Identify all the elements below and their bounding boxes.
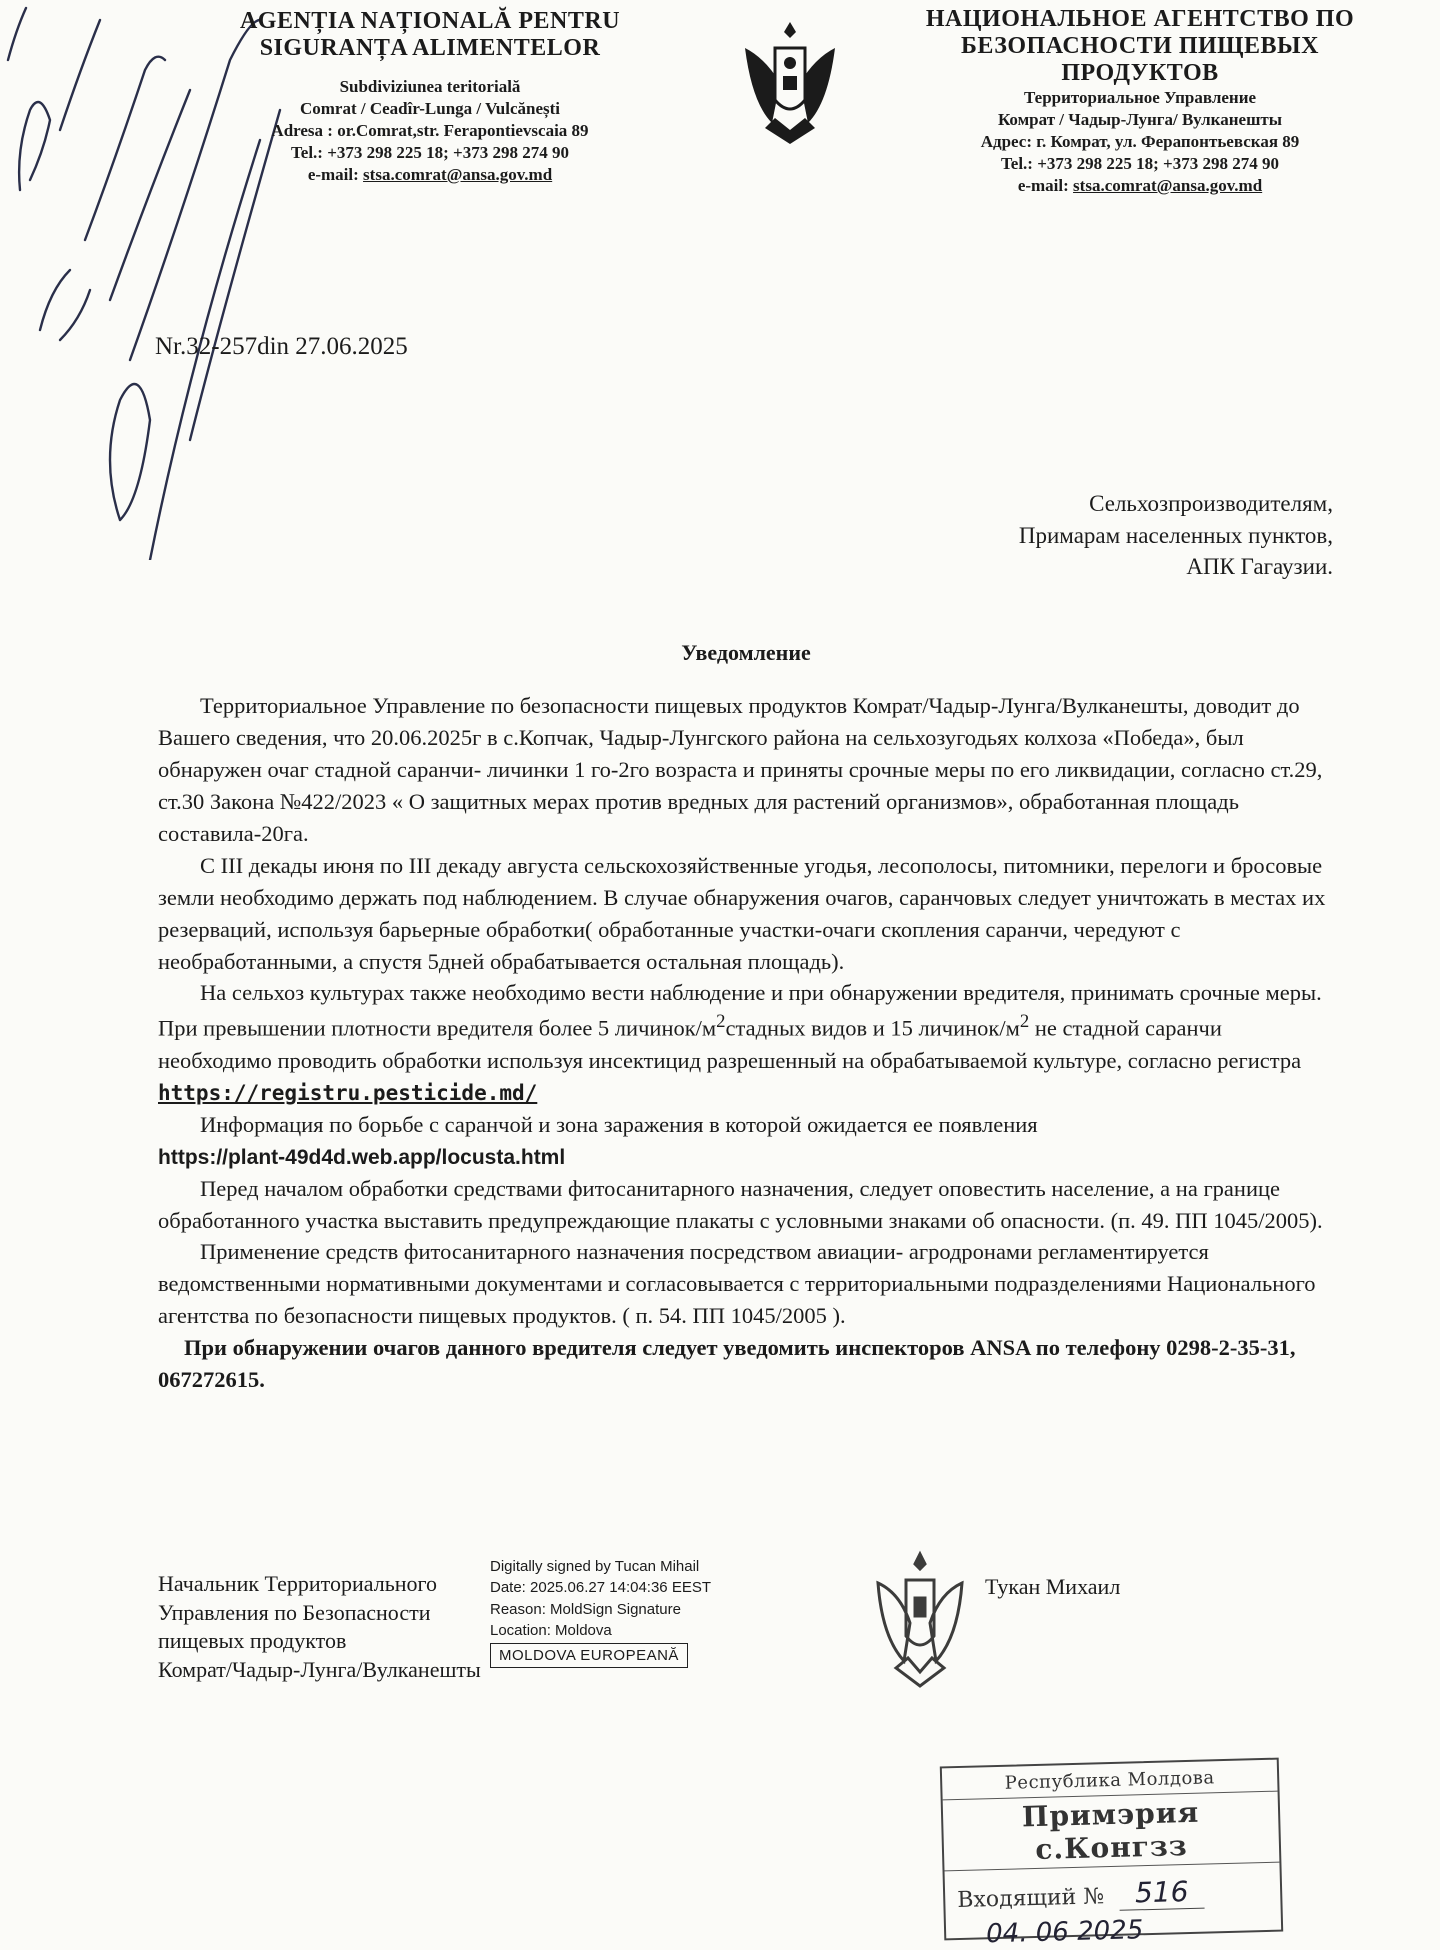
stamp-incoming-label: Входящий №	[956, 1884, 1105, 1914]
paragraph-5: Перед началом обработки средствами фитосанитарного назначения, следует оповестить население, а на границе обработанного участка выставить предупреждающие плакаты с условными знаками об опасности. (п. 49. ПП 1045/2005).	[158, 1175, 1323, 1233]
subdivision-ro: Subdiviziunea teritorială	[339, 76, 521, 96]
paragraph-4: Информация по борьбе с саранчой и зона заражения в которой ожидается ее появления	[200, 1111, 1038, 1137]
link-row-1	[158, 1077, 1338, 1109]
coat-of-arms-icon	[735, 18, 845, 148]
addressees	[1019, 488, 1333, 583]
email-row-ro	[200, 164, 660, 186]
stamp-country: Республика Молдова	[1004, 1767, 1215, 1794]
moldova-europeana-badge: MOLDOVA EUROPEANĂ	[490, 1643, 688, 1668]
addressee-line2: Примарам населенных пунктов,	[1018, 522, 1333, 548]
email-label-ro: e-mail:	[307, 165, 359, 185]
link-row-2	[158, 1141, 1338, 1173]
paragraph-3-part-a: На сельхоз культурах также необходимо вести наблюдение и при обнаружении вредителя, принимать срочные меры. При превышении плотности вредителя более 5 личинок/м	[158, 980, 1322, 1041]
signature-coat-of-arms-icon	[870, 1548, 970, 1693]
stamp-incoming-row	[957, 1873, 1281, 1914]
subdivision-ru: Территориальное Управление	[1023, 87, 1257, 107]
stamp-incoming-number: 516	[1119, 1875, 1205, 1911]
paragraph-3-part-b: стадных видов и 15 личинок/м	[725, 1015, 1020, 1041]
agency-name-ro-line1: AGENȚIA NAȚIONALĂ PENTRU	[239, 8, 621, 34]
digital-signature-line2: Date: 2025.06.27 14:04:36 EEST	[490, 1579, 711, 1597]
digital-signature-block	[490, 1556, 711, 1668]
header-left	[200, 8, 660, 186]
email-row-ru	[870, 175, 1410, 197]
digital-signature-line3: Reason: MoldSign Signature	[490, 1600, 681, 1618]
phone-ro: Tel.: +373 298 225 18; +373 298 274 90	[291, 143, 569, 163]
addressee-line1: Сельхозпроизводителям,	[1089, 491, 1333, 516]
email-link-ro[interactable]: stsa.comrat@ansa.gov.md	[363, 165, 553, 185]
phone-ru: Tel.: +373 298 225 18; +373 298 274 90	[1001, 153, 1279, 173]
subdivision-ro-cities: Comrat / Ceadîr-Lunga / Vulcănești	[299, 98, 561, 118]
address-ro: Adresa : or.Comrat,str. Ferapontievscaia 89	[271, 120, 589, 140]
signatory-role	[158, 1570, 481, 1684]
signatory-role-line2: Управления по Безопасности	[158, 1599, 431, 1625]
paragraph-3	[158, 977, 1338, 1076]
digital-signature-line1: Digitally signed by Tucan Mihail	[490, 1558, 700, 1575]
paragraph-1: Территориальное Управление по безопасности пищевых продуктов Комрат/Чадыр-Лунга/Вулканешты, доводит до Вашего сведения, что 20.06.2025г в с.Копчак, Чадыр-Лунгского района на сельхозугодьях колхоза «Победа», был обнаружен очаг стадной саранчи- личинки 1 го-2го возраста и приняты срочные меры по его ликвидации, согласно ст.29, ст.30 Закона №422/2023 « О защитных мерах против вредных для растений организмов», обработанная площадь составила-20га.	[158, 693, 1323, 846]
superscript-2: 2	[1019, 1011, 1030, 1033]
signatory-role-line4: Комрат/Чадыр-Лунга/Вулканешты	[158, 1656, 481, 1682]
email-link-ru[interactable]: stsa.comrat@ansa.gov.md	[1073, 176, 1263, 195]
locusta-info-link[interactable]: https://plant-49d4d.web.app/locusta.html	[158, 1145, 566, 1169]
superscript-1: 2	[716, 1011, 726, 1033]
stamp-mayoralty: Примэрия с.Конгзз	[943, 1791, 1280, 1872]
digital-signature-line4: Location: Moldova	[490, 1621, 612, 1639]
header-right	[870, 6, 1410, 197]
notice-body	[158, 690, 1338, 1396]
paragraph-3-part-c: не стадной саранчи необходимо проводить обработки используя инсектицид разрешенный на обрабатываемой культуре, согласно регистра	[158, 1015, 1302, 1073]
reference-number: Nr.32-257din 27.06.2025	[155, 333, 408, 360]
agency-name-ru-line2: БЕЗОПАСНОСТИ ПИЩЕВЫХ	[961, 32, 1319, 59]
subdivision-ru-cities: Комрат / Чадыр-Лунга/ Вулканешты	[997, 109, 1283, 129]
paragraph-2: С III декады июня по III декаду августа сельскохозяйственные угодья, лесополосы, питомники, перелоги и бросовые земли необходимо держать под наблюдением. В случае обнаружения очагов, саранчовых следует уничтожать в местах их резерваций, используя барьерные обработки( обработанные участки-очаги скопления саранчи, чередуют с необработанными, а спустя 5дней обрабатывается остальная площадь).	[158, 852, 1326, 974]
agency-name-ru-line1: НАЦИОНАЛЬНОЕ АГЕНТСТВО ПО	[925, 6, 1355, 32]
stamp-date: 04. 06 2025	[985, 1915, 1144, 1950]
signatory-name: Тукан Михаил	[985, 1574, 1121, 1599]
agency-name-ro-line2: SIGURANȚA ALIMENTELOR	[259, 34, 601, 61]
address-ru: Адрес: г. Комрат, ул. Ферапонтьевская 89	[980, 131, 1300, 151]
pesticide-registry-link[interactable]: https://registru.pesticide.md/	[158, 1080, 538, 1105]
registration-stamp	[940, 1758, 1283, 1950]
paragraph-7-contact: При обнаружении очагов данного вредителя следует уведомить инспекторов ANSA по телефону 0298-2-35-31, 067272615.	[158, 1335, 1296, 1393]
signatory-role-line1: Начальник Территориального	[158, 1571, 437, 1596]
addressee-line3: АПК Гагаузии.	[1186, 554, 1333, 580]
notice-title: Уведомление	[681, 640, 811, 665]
signatory-role-line3: пищевых продуктов	[158, 1628, 347, 1654]
email-label-ru: e-mail:	[1017, 176, 1069, 195]
paragraph-6: Применение средств фитосанитарного назначения посредством авиации- агродронами регламентируется ведомственными нормативными документами и согласовывается с территориальными подразделениями Национального агентства по безопасности пищевых продуктов. ( п. 54. ПП 1045/2005 ).	[158, 1239, 1316, 1329]
agency-name-ru-line3: ПРОДУКТОВ	[1061, 59, 1219, 86]
